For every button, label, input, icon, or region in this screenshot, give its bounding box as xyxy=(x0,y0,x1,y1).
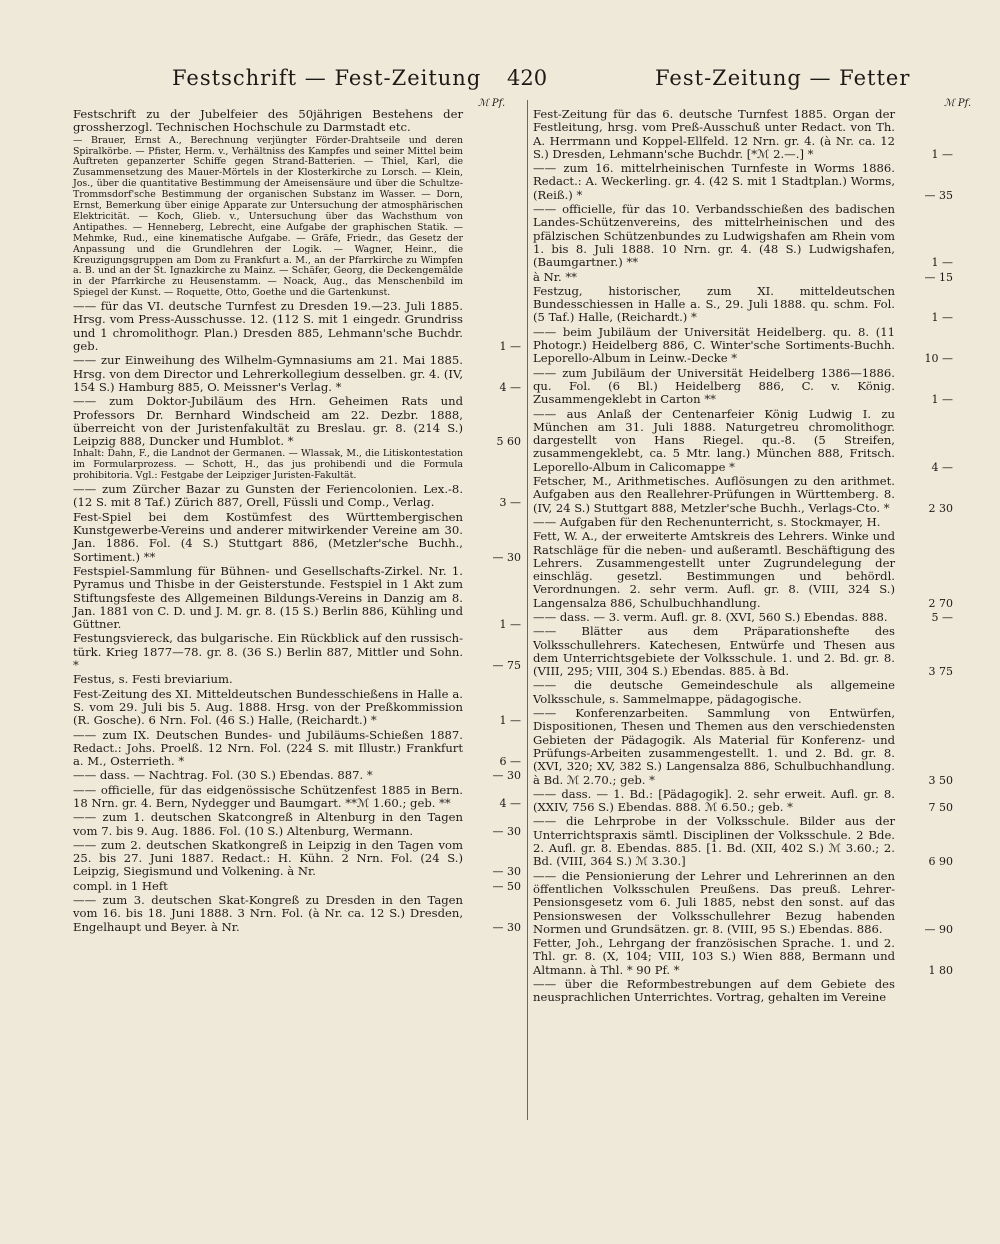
catalog-entry xyxy=(533,475,953,515)
catalog-entry xyxy=(73,688,521,728)
entry-text: Fett, W. A., der erweiterte Amtskreis des Lehrers. Winke und Ratschläge für die neben- und außeramtl. Beschäftigung des Lehrers. Zusammengestellt unter Zugrundelegung der einschläg. gesetzl. Bestimmungen und behördl. Verordnungen. 2. sehr verm. Aufl. gr. 8. (VIII, 324 S.) Langensalza 886, Schulbuchhandlung. xyxy=(533,529,895,610)
entry-text: —— zum Jubiläum der Universität Heidelberg 1386—1886. qu. Fol. (6 Bl.) Heidelberg 886, C. v. König. Zusammengeklebt in Carton ** xyxy=(533,365,895,407)
entry-price: 6 90 xyxy=(928,855,953,869)
entry-text: —— zum Zürcher Bazar zu Gunsten der Feriencolonien. Lex.-8. (12 S. mit 8 Taf.) Zürich 887, Orell, Füssli und Comp., Verlag. xyxy=(73,482,463,510)
entry-price: 2 70 xyxy=(928,596,953,610)
entry-text: —— für das VI. deutsche Turnfest zu Dresden 19.—23. Juli 1885. Hrsg. vom Press-Ausschusse. 12. (112 S. mit 1 eingedr. Grundriss und 1 chromolithogr. Plan.) Dresden 885, Lehmann'sche Buchdr. geb. xyxy=(73,299,463,354)
entry-text: —— Konferenzarbeiten. Sammlung von Entwürfen, Dispositionen, Thesen und Themen aus den verschiedensten Gebieten der Pädagogik. Als Material für Konferenz- und Prüfungs-Arbeiten zusammengestellt. 1. und 2. Bd. gr. 8. (XVI, 320; XV, 382 S.) Langensalza 886, Schulbuchhandlung. à Bd. ℳ 2.70.; geb. * xyxy=(533,706,895,787)
entry-text: —— aus Anlaß der Centenarfeier König Ludwig I. zu München am 31. Juli 1888. Naturgetreu chromolithogr. dargestellt von Hans Riegel. qu.-8. (5 Streifen, zusammengeklebt, ca. 5 Mtr. lang.) München 888, Fritsch. Leporello-Album in Calicomappe * xyxy=(533,406,895,474)
entry-price: 1 — xyxy=(931,311,953,325)
entry-price: 3 50 xyxy=(928,773,953,787)
entry-text: —— zum 1. deutschen Skatcongreß in Altenburg in den Tagen vom 7. bis 9. Aug. 1886. Fol. (10 S.) Altenburg, Wermann. xyxy=(73,810,463,838)
entry-price: 1 — xyxy=(931,147,953,161)
catalog-entry xyxy=(533,611,953,624)
catalog-entry xyxy=(533,788,953,815)
entry-price: — 15 xyxy=(924,270,953,284)
entry-text: compl. in 1 Heft xyxy=(73,878,168,893)
entry-price: — 30 xyxy=(492,550,521,564)
catalog-entry xyxy=(533,516,953,529)
entry-text: Festspiel-Sammlung für Bühnen- und Gesellschafts-Zirkel. Nr. 1. Pyramus und Thisbe in der Geisterstunde. Festspiel in 1 Akt zum Stiftungsfeste des Allgemeinen Bildungs-Vereins in Danzig am 8. Jan. 1881 von C. D. und J. M. gr. 8. (15 S.) Berlin 886, Kühling und Güttner. xyxy=(73,563,463,632)
entry-price: 1 — xyxy=(499,714,521,728)
catalog-entry xyxy=(533,367,953,407)
entry-price: 1 — xyxy=(499,618,521,632)
catalog-entry xyxy=(73,839,521,879)
catalog-entry xyxy=(533,408,953,474)
catalog-entry xyxy=(73,354,521,394)
catalog-entry xyxy=(533,815,953,868)
entry-text: —— die Pensionierung der Lehrer und Lehrerinnen an den öffentlichen Volksschulen Preußens. Das preuß. Lehrer-Pensionsgesetz vom 6. Juli 1885, nebst den sonst. auf das Pensionswesen der Volksschullehrer Bezug habenden Normen und Grundsätzen. gr. 8. (VIII, 95 S.) Ebendas. 886. xyxy=(533,868,895,936)
page-number: 420 xyxy=(507,66,548,90)
catalog-entry xyxy=(73,729,521,769)
entry-price: 3 75 xyxy=(928,665,953,679)
column-divider xyxy=(527,100,528,1120)
entry-price: — 35 xyxy=(924,188,953,202)
entry-price: 5 — xyxy=(931,610,953,624)
entry-price: — 50 xyxy=(492,879,521,893)
entry-text: —— die deutsche Gemeindeschule als allgemeine Volksschule, s. Sammelmappe, pädagogische. xyxy=(533,678,895,706)
entry-price: — 30 xyxy=(492,769,521,783)
entry-text: Festzug, historischer, zum XI. mitteldeutschen Bundesschiessen in Halle a. S., 29. Juli 1888. qu. schm. Fol. (5 Taf.) Halle, (Reichardt.) * xyxy=(533,283,895,325)
entry-text: —— zum 16. mittelrheinischen Turnfeste in Worms 1886. Redact.: A. Weckerling. gr. 4. (42 S. mit 1 Stadtplan.) Worms, (Reiß.) * xyxy=(533,161,895,202)
right-running-title: Fest-Zeitung — Fetter xyxy=(655,66,911,90)
entry-price: 3 — xyxy=(499,496,521,510)
catalog-entry xyxy=(533,203,953,269)
catalog-entry xyxy=(533,108,953,161)
catalog-entry xyxy=(73,108,521,135)
running-header xyxy=(0,66,1000,96)
entry-text: Fest-Zeitung für das 6. deutsche Turnfest 1885. Organ der Festleitung, hrsg. vom Preß-Ausschuß unter Redact. von Th. A. Herrmann und Koppel-Ellfeld. 12 Nrn. gr. 4. (à Nr. ca. 12 S.) Dresden, Lehmann'sche Buchdr. [*ℳ 2.—.] * xyxy=(533,107,895,161)
entry-price: 2 30 xyxy=(928,501,953,515)
catalog-entry xyxy=(533,978,953,1005)
entry-text: —— beim Jubiläum der Universität Heidelberg. qu. 8. (11 Photogr.) Heidelberg 886, C. Winter'sche Sortiments-Buchh. Leporello-Album in Leinw.-Decke * xyxy=(533,324,895,366)
catalog-entry xyxy=(73,565,521,631)
entry-price: 4 — xyxy=(499,380,521,394)
entry-price: 4 — xyxy=(931,460,953,474)
catalog-entry xyxy=(533,271,953,284)
catalog-entry xyxy=(73,395,521,448)
entry-text: Fest-Spiel bei dem Kostümfest des Württembergischen Kunstgewerbe-Vereins und anderer mitwirkender Vereine am 30. Jan. 1886. Fol. (4 S.) Stuttgart 886, (Metzler'sche Buchh., Sortiment.) ** xyxy=(73,509,463,564)
entry-price: 1 80 xyxy=(928,963,953,977)
entry-text: —— dass. — 1. Bd.: [Pädagogik]. 2. sehr erweit. Aufl. gr. 8. (XXIV, 756 S.) Ebendas. 888. ℳ 6.50.; geb. * xyxy=(533,786,895,815)
entry-text: —— über die Reformbestrebungen auf dem Gebiete des neusprachlichen Unterrichtes. Vortrag, gehalten im Vereine xyxy=(533,977,895,1005)
catalog-entry xyxy=(73,300,521,353)
left-price-column-label: ℳ Pf. xyxy=(478,98,506,109)
entry-text: à Nr. ** xyxy=(533,269,577,284)
entry-text: —— officielle, für das 10. Verbandsschießen des badischen Landes-Schützenvereins, des mittelrheinischen und des pfälzischen Schützenbundes zu Ludwigshafen am Rhein vom 1. bis 8. Juli 1888. 10 Nrn. gr. 4. (48 S.) Ludwigshafen, (Baumgartner.) ** xyxy=(533,202,895,270)
catalog-entry xyxy=(73,784,521,811)
catalog-entry xyxy=(73,136,521,300)
right-price-column-label: ℳ Pf. xyxy=(944,98,972,109)
entry-text: Festungsviereck, das bulgarische. Ein Rückblick auf den russisch-türk. Krieg 1877—78. gr. 8. (36 S.) Berlin 887, Mittler und Sohn. * xyxy=(73,631,463,673)
entry-text: Fest-Zeitung des XI. Mitteldeutschen Bundesschießens in Halle a. S. vom 29. Juli bis 5. Aug. 1888. Hrsg. von der Preßkommission (R. Gosche). 6 Nrn. Fol. (46 S.) Halle, (Reichardt.) * xyxy=(73,686,463,728)
catalog-entry xyxy=(73,483,521,510)
entry-price: — 30 xyxy=(492,824,521,838)
entry-text: —— Aufgaben für den Rechenunterricht, s. Stockmayer, H. xyxy=(533,514,881,529)
entry-price: 1 — xyxy=(499,340,521,354)
entry-text: —— officielle, für das eidgenössische Schützenfest 1885 in Bern. 18 Nrn. gr. 4. Bern, Nydegger und Baumgart. **ℳ 1.60.; geb. ** xyxy=(73,782,463,810)
entry-text: —— dass. — Nachtrag. Fol. (30 S.) Ebendas. 887. * xyxy=(73,768,373,783)
catalog-entry xyxy=(73,811,521,838)
catalog-entry xyxy=(73,632,521,672)
entry-text: — Brauer, Ernst A., Berechnung verjüngter Förder-Drahtseile und deren Spiralkörbe. — Pfister, Herm. v., Verhältniss des Kampfes und seiner Mittel beim Auftreten gepanzerter Schiffe gegen Strand-Batterien. — Thiel, Karl, die Zusammensetzung des Mauer-Mörtels in der Klosterkirche zu Lorsch. — Klein, Jos., über die quantitative Bestimmung der Ameisensäure und über die Schultze-Trommsdorf'sche Bestimmung der organischen Substanz im Wasser. — Dorn, Ernst, Bemerkung über einige Apparate zur Untersuchung der atmosphärischen Elektricität. — Koch, Glieb. v., Untersuchung über das Wachsthum von Antipathes. — Henneberg, Lebrecht, eine Aufgabe der graphischen Statik. — Mehmke, Rud., eine kinematische Aufgabe. — Gräfe, Friedr., das Gesetz der Anpassung und die Grundlehren der Logik. — Wagner, Heinr., die Kreuzigungsgruppen am Dom zu Frankfurt a. M., an der Pfarrkirche zu Wimpfen a. B. und an der St. Ignazkirche zu Mainz. — Schäfer, Georg, die Deckengemälde in der Pfarrkirche zu Heusenstamm. — Noack, Aug., das Menschenbild im Spiegel der Kunst. — Roquette, Otto, Goethe und die Gartenkunst. xyxy=(73,134,463,299)
catalog-entry xyxy=(73,880,521,893)
entry-price: 1 — xyxy=(931,393,953,407)
entry-text: —— zur Einweihung des Wilhelm-Gymnasiums am 21. Mai 1885. Hrsg. von dem Director und Lehrerkollegium desselben. gr. 4. (IV, 154 S.) Hamburg 885, O. Meissner's Verlag. * xyxy=(73,353,463,394)
catalog-entry xyxy=(533,162,953,202)
entry-text: —— zum Doktor-Jubiläum des Hrn. Geheimen Rats und Professors Dr. Bernhard Windscheid am 22. Dezbr. 1888, überreicht von der Juristenfakultät zu Breslau. gr. 8. (214 S.) Leipzig 888, Duncker und Humblot. * xyxy=(73,394,463,449)
catalog-entry xyxy=(533,707,953,787)
entry-price: — 30 xyxy=(492,920,521,934)
catalog-entry xyxy=(533,937,953,977)
entry-text: —— zum IX. Deutschen Bundes- und Jubiläums-Schießen 1887. Redact.: Johs. Proelß. 12 Nrn. Fol. (224 S. mit Illustr.) Frankfurt a. M., Osterrieth. * xyxy=(73,727,463,769)
catalog-entry xyxy=(73,894,521,934)
catalog-entry xyxy=(533,870,953,936)
entry-text: Inhalt: Dahn, F., die Landnot der Germanen. — Wlassak, M., die Litiskontestation im Formularprozess. — Schott, H., das jus prohibendi und die Formula prohibitoria. Vgl.: Festgabe der Leipziger Juristen-Fakultät. xyxy=(73,448,463,482)
catalog-entry xyxy=(73,511,521,564)
catalog-entry xyxy=(533,530,953,610)
catalog-entry xyxy=(533,625,953,678)
left-running-title: Festschrift — Fest-Zeitung xyxy=(172,66,482,90)
entry-text: —— die Lehrprobe in der Volksschule. Bilder aus der Unterrichtspraxis sämtl. Disciplinen der Volksschule. 2 Bde. 2. Aufl. gr. 8. Ebendas. 885. [1. Bd. (XII, 402 S.) ℳ 3.60.; 2. Bd. (VIII, 364 S.) ℳ 3.30.] xyxy=(533,814,895,869)
entry-price: 4 — xyxy=(499,797,521,810)
left-column xyxy=(73,108,521,935)
catalog-entry xyxy=(533,285,953,325)
catalog-entry xyxy=(73,449,521,482)
catalog-entry xyxy=(533,679,953,706)
right-column xyxy=(533,108,953,1006)
entry-price: — 90 xyxy=(924,922,953,936)
entry-text: Fetscher, M., Arithmetisches. Auflösungen zu den arithmet. Aufgaben aus den Reallehrer-Prüfungen in Württemberg. 8. (IV, 24 S.) Stuttgart 888, Metzler'sche Buchh., Verlags-Cto. * xyxy=(533,474,895,515)
entry-text: Festus, s. Festi breviarium. xyxy=(73,672,233,687)
catalog-entry xyxy=(533,326,953,366)
catalog-entry xyxy=(73,673,521,686)
entry-price: — 30 xyxy=(492,865,521,879)
entry-text: —— zum 2. deutschen Skatkongreß in Leipzig in den Tagen vom 25. bis 27. Juni 1887. Redact.: H. Kühn. 2 Nrn. Fol. (24 S.) Leipzig, Siegismund und Volkening. à Nr. xyxy=(73,837,463,879)
catalog-entry xyxy=(73,769,521,782)
entry-text: Festschrift zu der Jubelfeier des 50jährigen Bestehens der grossherzogl. Technischen Hochschule zu Darmstadt etc. xyxy=(73,107,463,135)
entry-price: — 75 xyxy=(492,659,521,673)
entry-text: —— Blätter aus dem Präparationshefte des Volksschullehrers. Katechesen, Entwürfe und Thesen aus dem Unterrichtsgebiete der Volksschule. 1. und 2. Bd. gr. 8. (VIII, 295; VIII, 304 S.) Ebendas. 885. à Bd. xyxy=(533,624,895,679)
entry-price: 10 — xyxy=(924,352,953,366)
entry-price: 1 — xyxy=(931,256,953,270)
entry-text: Fetter, Joh., Lehrgang der französischen Sprache. 1. und 2. Thl. gr. 8. (X, 104; VIII, 103 S.) Wien 888, Bermann und Altmann. à Thl. * 90 Pf. * xyxy=(533,936,895,977)
entry-price: 5 60 xyxy=(496,435,521,449)
entry-price: 7 50 xyxy=(928,801,953,815)
entry-text: —— dass. — 3. verm. Aufl. gr. 8. (XVI, 560 S.) Ebendas. 888. xyxy=(533,609,888,624)
entry-price: 6 — xyxy=(499,755,521,769)
entry-text: —— zum 3. deutschen Skat-Kongreß zu Dresden in den Tagen vom 16. bis 18. Juni 1888. 3 Nrn. Fol. (à Nr. ca. 12 S.) Dresden, Engelhaupt und Beyer. à Nr. xyxy=(73,893,463,934)
